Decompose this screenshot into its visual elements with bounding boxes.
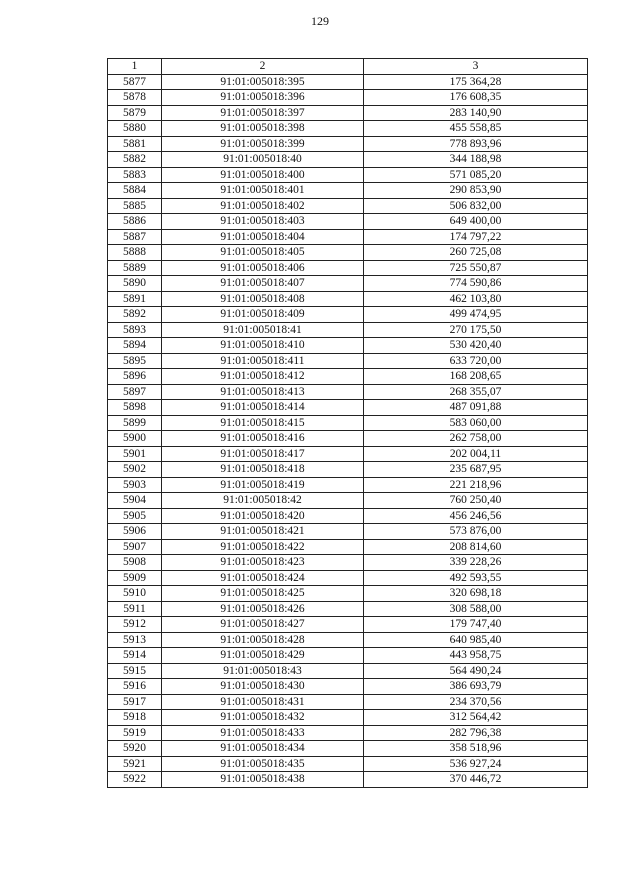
cadastral-number-cell: 91:01:005018:402 (162, 198, 364, 214)
cadastral-number-cell: 91:01:005018:396 (162, 90, 364, 106)
row-number-cell: 5888 (108, 245, 162, 261)
table-row (108, 694, 588, 710)
row-number-cell: 5909 (108, 570, 162, 586)
cadastral-number-cell: 91:01:005018:424 (162, 570, 364, 586)
row-number-cell: 5910 (108, 586, 162, 602)
cadastral-number-cell: 91:01:005018:419 (162, 477, 364, 493)
cadastral-number-cell: 91:01:005018:42 (162, 493, 364, 509)
value-cell: 262 758,00 (364, 431, 588, 447)
row-number-cell: 5911 (108, 601, 162, 617)
cadastral-number-cell: 91:01:005018:397 (162, 105, 364, 121)
value-cell: 312 564,42 (364, 710, 588, 726)
table-row (108, 291, 588, 307)
value-cell: 725 550,87 (364, 260, 588, 276)
table-row (108, 214, 588, 230)
table-row (108, 415, 588, 431)
table-row (108, 756, 588, 772)
cadastral-number-cell: 91:01:005018:421 (162, 524, 364, 540)
cadastral-number-cell: 91:01:005018:417 (162, 446, 364, 462)
row-number-cell: 5894 (108, 338, 162, 354)
table-row (108, 617, 588, 633)
cadastral-number-cell: 91:01:005018:43 (162, 663, 364, 679)
row-number-cell: 5889 (108, 260, 162, 276)
value-cell: 455 558,85 (364, 121, 588, 137)
table-row (108, 570, 588, 586)
row-number-cell: 5893 (108, 322, 162, 338)
cadastral-number-cell: 91:01:005018:416 (162, 431, 364, 447)
value-cell: 174 797,22 (364, 229, 588, 245)
row-number-cell: 5891 (108, 291, 162, 307)
row-number-cell: 5919 (108, 725, 162, 741)
value-cell: 202 004,11 (364, 446, 588, 462)
row-number-cell: 5905 (108, 508, 162, 524)
column-header-1: 1 (108, 59, 162, 75)
cadastral-number-cell: 91:01:005018:404 (162, 229, 364, 245)
row-number-cell: 5885 (108, 198, 162, 214)
table-row (108, 400, 588, 416)
cadastral-number-cell: 91:01:005018:400 (162, 167, 364, 183)
value-cell: 778 893,96 (364, 136, 588, 152)
value-cell: 499 474,95 (364, 307, 588, 323)
table-row (108, 183, 588, 199)
cadastral-number-cell: 91:01:005018:429 (162, 648, 364, 664)
cadastral-number-cell: 91:01:005018:427 (162, 617, 364, 633)
table-row (108, 462, 588, 478)
cadastral-value-table (107, 58, 588, 788)
cadastral-number-cell: 91:01:005018:395 (162, 74, 364, 90)
value-cell: 487 091,88 (364, 400, 588, 416)
value-cell: 386 693,79 (364, 679, 588, 695)
cadastral-number-cell: 91:01:005018:399 (162, 136, 364, 152)
table-row (108, 477, 588, 493)
row-number-cell: 5896 (108, 369, 162, 385)
row-number-cell: 5895 (108, 353, 162, 369)
value-cell: 358 518,96 (364, 741, 588, 757)
table-row (108, 493, 588, 509)
row-number-cell: 5908 (108, 555, 162, 571)
cadastral-number-cell: 91:01:005018:406 (162, 260, 364, 276)
table-row (108, 276, 588, 292)
table-row (108, 710, 588, 726)
table-row (108, 679, 588, 695)
table-row (108, 446, 588, 462)
table-row (108, 772, 588, 788)
value-cell: 283 140,90 (364, 105, 588, 121)
table-row (108, 353, 588, 369)
value-cell: 270 175,50 (364, 322, 588, 338)
table-row (108, 369, 588, 385)
value-cell: 179 747,40 (364, 617, 588, 633)
row-number-cell: 5878 (108, 90, 162, 106)
value-cell: 443 958,75 (364, 648, 588, 664)
cadastral-number-cell: 91:01:005018:438 (162, 772, 364, 788)
table-row (108, 663, 588, 679)
table-row (108, 167, 588, 183)
row-number-cell: 5898 (108, 400, 162, 416)
cadastral-number-cell: 91:01:005018:415 (162, 415, 364, 431)
table-row (108, 338, 588, 354)
value-cell: 282 796,38 (364, 725, 588, 741)
row-number-cell: 5904 (108, 493, 162, 509)
cadastral-number-cell: 91:01:005018:40 (162, 152, 364, 168)
cadastral-number-cell: 91:01:005018:414 (162, 400, 364, 416)
cadastral-number-cell: 91:01:005018:422 (162, 539, 364, 555)
page-number: 129 (311, 14, 329, 28)
row-number-cell: 5881 (108, 136, 162, 152)
cadastral-number-cell: 91:01:005018:398 (162, 121, 364, 137)
value-cell: 208 814,60 (364, 539, 588, 555)
table-row (108, 198, 588, 214)
value-cell: 774 590,86 (364, 276, 588, 292)
value-cell: 633 720,00 (364, 353, 588, 369)
value-cell: 530 420,40 (364, 338, 588, 354)
cadastral-number-cell: 91:01:005018:403 (162, 214, 364, 230)
row-number-cell: 5877 (108, 74, 162, 90)
cadastral-number-cell: 91:01:005018:425 (162, 586, 364, 602)
cadastral-number-cell: 91:01:005018:401 (162, 183, 364, 199)
value-cell: 760 250,40 (364, 493, 588, 509)
row-number-cell: 5879 (108, 105, 162, 121)
cadastral-number-cell: 91:01:005018:432 (162, 710, 364, 726)
column-header-3: 3 (364, 59, 588, 75)
cadastral-number-cell: 91:01:005018:408 (162, 291, 364, 307)
value-cell: 308 588,00 (364, 601, 588, 617)
table-body (108, 74, 588, 787)
value-cell: 536 927,24 (364, 756, 588, 772)
table-row (108, 648, 588, 664)
row-number-cell: 5914 (108, 648, 162, 664)
value-cell: 583 060,00 (364, 415, 588, 431)
value-cell: 370 446,72 (364, 772, 588, 788)
row-number-cell: 5922 (108, 772, 162, 788)
value-cell: 320 698,18 (364, 586, 588, 602)
table-row (108, 384, 588, 400)
row-number-cell: 5882 (108, 152, 162, 168)
cadastral-number-cell: 91:01:005018:412 (162, 369, 364, 385)
cadastral-number-cell: 91:01:005018:411 (162, 353, 364, 369)
row-number-cell: 5913 (108, 632, 162, 648)
row-number-cell: 5900 (108, 431, 162, 447)
table-header-row (108, 59, 588, 75)
cadastral-number-cell: 91:01:005018:435 (162, 756, 364, 772)
row-number-cell: 5897 (108, 384, 162, 400)
value-cell: 456 246,56 (364, 508, 588, 524)
cadastral-number-cell: 91:01:005018:423 (162, 555, 364, 571)
table-row (108, 524, 588, 540)
row-number-cell: 5883 (108, 167, 162, 183)
row-number-cell: 5917 (108, 694, 162, 710)
value-cell: 344 188,98 (364, 152, 588, 168)
cadastral-number-cell: 91:01:005018:41 (162, 322, 364, 338)
table-row (108, 508, 588, 524)
row-number-cell: 5899 (108, 415, 162, 431)
cadastral-number-cell: 91:01:005018:410 (162, 338, 364, 354)
value-cell: 175 364,28 (364, 74, 588, 90)
value-cell: 234 370,56 (364, 694, 588, 710)
row-number-cell: 5921 (108, 756, 162, 772)
value-cell: 176 608,35 (364, 90, 588, 106)
value-cell: 268 355,07 (364, 384, 588, 400)
row-number-cell: 5920 (108, 741, 162, 757)
table-row (108, 741, 588, 757)
cadastral-number-cell: 91:01:005018:405 (162, 245, 364, 261)
row-number-cell: 5903 (108, 477, 162, 493)
value-cell: 640 985,40 (364, 632, 588, 648)
row-number-cell: 5890 (108, 276, 162, 292)
value-cell: 221 218,96 (364, 477, 588, 493)
table-row (108, 105, 588, 121)
cadastral-number-cell: 91:01:005018:430 (162, 679, 364, 695)
row-number-cell: 5880 (108, 121, 162, 137)
table-row (108, 229, 588, 245)
row-number-cell: 5892 (108, 307, 162, 323)
table-row (108, 322, 588, 338)
value-cell: 506 832,00 (364, 198, 588, 214)
table-row (108, 245, 588, 261)
table-row (108, 121, 588, 137)
row-number-cell: 5915 (108, 663, 162, 679)
row-number-cell: 5918 (108, 710, 162, 726)
table-row (108, 725, 588, 741)
value-cell: 573 876,00 (364, 524, 588, 540)
value-cell: 339 228,26 (364, 555, 588, 571)
row-number-cell: 5916 (108, 679, 162, 695)
table-row (108, 601, 588, 617)
table-row (108, 90, 588, 106)
cadastral-number-cell: 91:01:005018:407 (162, 276, 364, 292)
cadastral-number-cell: 91:01:005018:431 (162, 694, 364, 710)
row-number-cell: 5884 (108, 183, 162, 199)
row-number-cell: 5901 (108, 446, 162, 462)
cadastral-number-cell: 91:01:005018:413 (162, 384, 364, 400)
cadastral-number-cell: 91:01:005018:420 (162, 508, 364, 524)
cadastral-number-cell: 91:01:005018:426 (162, 601, 364, 617)
table-row (108, 586, 588, 602)
cadastral-number-cell: 91:01:005018:428 (162, 632, 364, 648)
cadastral-number-cell: 91:01:005018:434 (162, 741, 364, 757)
value-cell: 564 490,24 (364, 663, 588, 679)
value-cell: 290 853,90 (364, 183, 588, 199)
row-number-cell: 5886 (108, 214, 162, 230)
row-number-cell: 5907 (108, 539, 162, 555)
cadastral-number-cell: 91:01:005018:433 (162, 725, 364, 741)
table-row (108, 74, 588, 90)
value-cell: 492 593,55 (364, 570, 588, 586)
value-cell: 168 208,65 (364, 369, 588, 385)
table-row (108, 539, 588, 555)
column-header-2: 2 (162, 59, 364, 75)
row-number-cell: 5902 (108, 462, 162, 478)
table-row (108, 136, 588, 152)
table-row (108, 431, 588, 447)
value-cell: 649 400,00 (364, 214, 588, 230)
row-number-cell: 5906 (108, 524, 162, 540)
cadastral-number-cell: 91:01:005018:418 (162, 462, 364, 478)
value-cell: 235 687,95 (364, 462, 588, 478)
table-row (108, 307, 588, 323)
row-number-cell: 5887 (108, 229, 162, 245)
value-cell: 260 725,08 (364, 245, 588, 261)
value-cell: 571 085,20 (364, 167, 588, 183)
cadastral-number-cell: 91:01:005018:409 (162, 307, 364, 323)
value-cell: 462 103,80 (364, 291, 588, 307)
table-row (108, 152, 588, 168)
table-row (108, 555, 588, 571)
row-number-cell: 5912 (108, 617, 162, 633)
table-row (108, 260, 588, 276)
table-row (108, 632, 588, 648)
